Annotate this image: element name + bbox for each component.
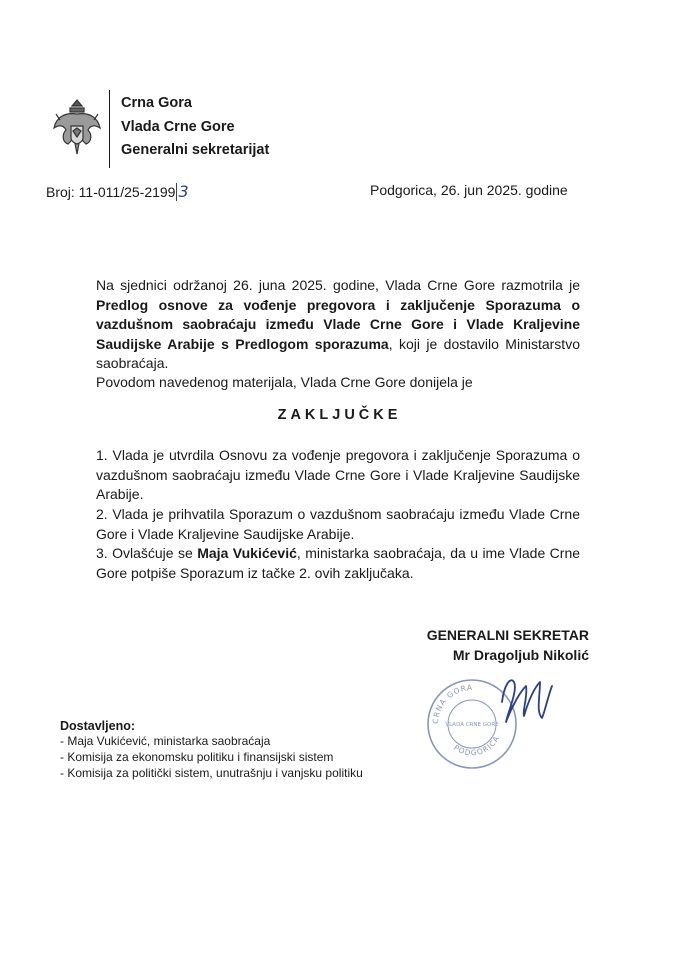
- signatory-name: Mr Dragoljub Nikolić: [452, 647, 589, 663]
- stamp-text-bottom: PODGORICA: [452, 733, 502, 758]
- conclusion-3-end: , ministarka saobraćaja, da u ime Vlade Crne Gore potpiše Sporazum iz tačke 2. ovih zaključaka.: [96, 545, 581, 581]
- distribution-item: - Maja Vukićević, ministarka saobraćaja: [60, 734, 271, 748]
- intro-text-end: , koji je dostavilo Ministarstvo saobraćaja.: [96, 335, 580, 371]
- conclusion-3: [96, 544, 580, 583]
- distribution-item: - Komisija za ekonomsku politiku i finansijski sistem: [60, 750, 334, 764]
- intro-paragraph-2: Povodom navedenog materijala, Vlada Crne Gore donijela je: [96, 374, 473, 390]
- header-country: Crna Gora: [121, 95, 192, 111]
- distribution-title: Dostavljeno:: [60, 719, 136, 733]
- conclusion-3-start: 3. Ovlašćuje se: [96, 545, 198, 561]
- conclusion-1: 1. Vlada je utvrdila Osnovu za vođenje pregovora i zaključenje Sporazuma o vazdušnom saobraćaju između Vlade Crne Gore i Vlade Kraljevine Saudijske Arabije.: [96, 447, 580, 502]
- intro-paragraph: [96, 276, 580, 374]
- intro-text-start: Na sjednici održanoj 26. juna 2025. godine, Vlada Crne Gore razmotrila je: [96, 277, 580, 293]
- header-secretariat: Generalni sekretarijat: [121, 142, 270, 158]
- stamp-text-top: CRNA GORA: [430, 682, 474, 725]
- signatory-title: GENERALNI SEKRETAR: [426, 627, 589, 643]
- distribution-item: - Komisija za politički sistem, unutrašnju i vanjsku politiku: [60, 766, 363, 780]
- place-date: Podgorica, 26. jun 2025. godine: [370, 182, 568, 198]
- conclusion-3-bold: Maja Vukićević: [197, 545, 297, 561]
- intro-text-bold: Predlog osnove za vođenje pregovora i zaključenje Sporazuma o vazdušnom saobraćaju između Vlade Crne Gore i Vlade Kraljevine Saudijske Arabije s Predlogom sporazuma: [96, 296, 580, 352]
- header-government: Vlada Crne Gore: [121, 119, 235, 135]
- handwritten-signature: [496, 672, 556, 732]
- handwritten-suffix: 3: [178, 182, 189, 201]
- reference-number: [46, 182, 189, 201]
- stamp-text-mid: VLADA CRNE GORE: [445, 722, 499, 728]
- conclusions-heading: ZAKLJUČKE: [277, 407, 402, 423]
- reference-number-text: Broj: 11-011/25-2199: [46, 184, 176, 200]
- coat-of-arms-icon: [52, 98, 102, 160]
- conclusion-2: 2. Vlada je prihvatila Sporazum o vazdušnom saobraćaju između Vlade Crne Gore i Vlade Kraljevine Saudijske Arabije.: [96, 506, 580, 542]
- header-divider: [109, 90, 110, 168]
